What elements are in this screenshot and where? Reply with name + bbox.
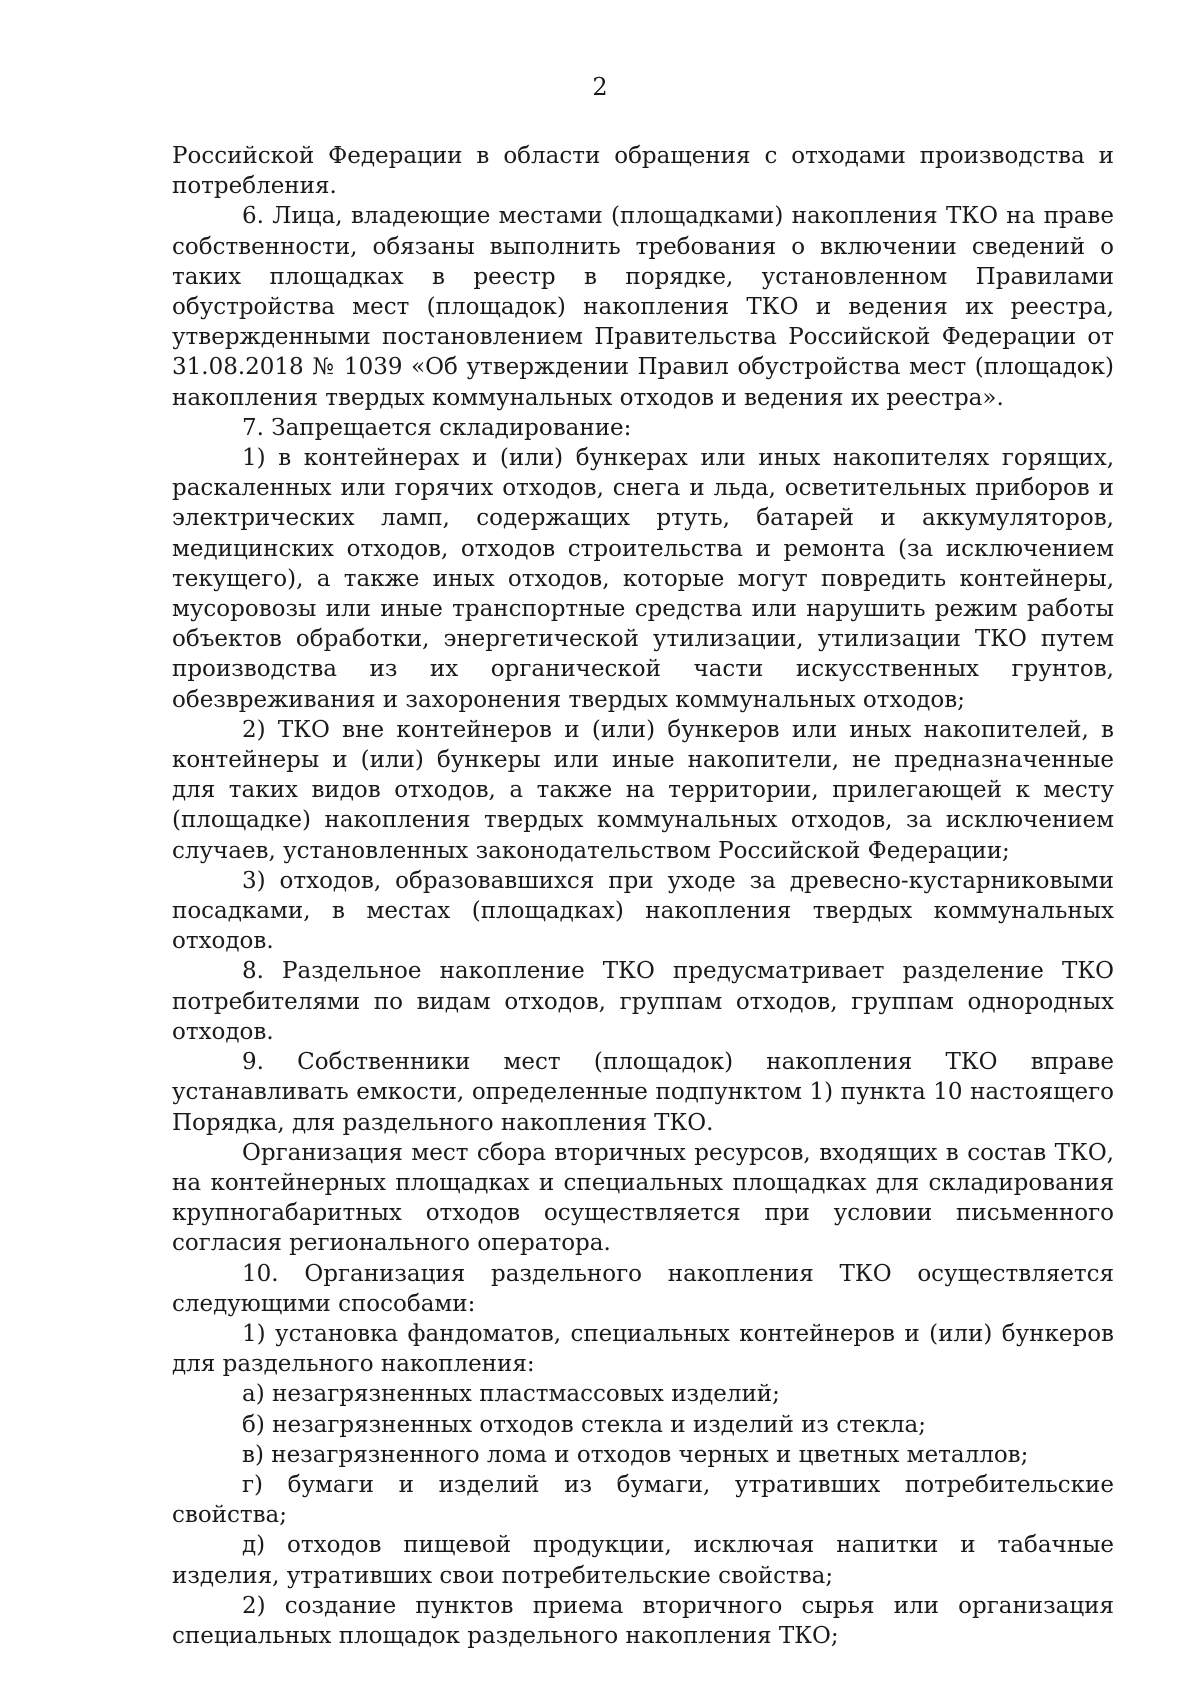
paragraph-item-8: 8. Раздельное накопление ТКО предусматривает разделение ТКО потребителями по видам отходов, группам отходов, группам однородных отходов. (172, 958, 1114, 1045)
paragraph-item-10-1-b: б) незагрязненных отходов стекла и изделий из стекла; (242, 1411, 926, 1438)
paragraph-item-10-1-a: а) незагрязненных пластмассовых изделий; (242, 1381, 780, 1408)
paragraph-item-10-1: 1) установка фандоматов, специальных контейнеров и (или) бункеров для раздельного накопления: (172, 1320, 1114, 1378)
paragraph-item-6: 6. Лица, владеющие местами (площадками) накопления ТКО на праве собственности, обязаны выполнить требования о включении сведений о таких площадках в реестр в порядке, установленном Правилами обустройства мест (площадок) накопления ТКО и ведения их реестра, утвержденными постановлением Правительства Российской Федерации от 31.08.2018 № 1039 «Об утверждении Правил обустройства мест (площадок) накопления твердых коммунальных отходов и ведения их реестра». (172, 203, 1114, 411)
paragraph-item-10-2: 2) создание пунктов приема вторичного сырья или организация специальных площадок раздельного накопления ТКО; (172, 1592, 1114, 1649)
document-body (172, 141, 1114, 1651)
paragraph-item-7: 7. Запрещается складирование: (242, 414, 632, 441)
paragraph-item-7-2: 2) ТКО вне контейнеров и (или) бункеров или иных накопителей, в контейнеры и (или) бункеры или иные накопители, не предназначенные для таких видов отходов, а также на территории, прилегающей к месту (площадке) накопления твердых коммунальных отходов, за исключением случаев, установленных законодательством Российской Федерации; (172, 716, 1114, 864)
paragraph-item-9: 9. Собственники мест (площадок) накопления ТКО вправе устанавливать емкости, определенные подпунктом 1) пункта 10 настоящего Порядка, для раздельного накопления ТКО. (172, 1049, 1114, 1136)
paragraph-continuation: Российской Федерации в области обращения с отходами производства и потребления. (172, 143, 1114, 200)
paragraph-item-10-1-v: в) незагрязненного лома и отходов черных и цветных металлов; (242, 1441, 1029, 1468)
paragraph-item-7-3: 3) отходов, образовавшихся при уходе за древесно-кустарниковыми посадками, в местах (площадках) накопления твердых коммунальных отходов. (172, 867, 1114, 955)
paragraph-item-7-1: 1) в контейнерах и (или) бункерах или иных накопителях горящих, раскаленных или горячих отходов, снега и льда, осветительных приборов и электрических ламп, содержащих ртуть, батарей и аккумуляторов, медицинских отходов, отходов строительства и ремонта (за исключением текущего), а также иных отходов, которые могут повредить контейнеры, мусоровозы или иные транспортные средства или нарушить режим работы объектов обработки, энергетической утилизации, утилизации ТКО путем производства из их органической части искусственных грунтов, обезвреживания и захоронения твердых коммунальных отходов; (172, 445, 1114, 713)
paragraph-item-10-1-d: д) отходов пищевой продукции, исключая напитки и табачные изделия, утративших свои потребительские свойства; (172, 1532, 1114, 1589)
paragraph-item-10: 10. Организация раздельного накопления ТКО осуществляется следующими способами: (172, 1260, 1114, 1317)
page-number: 2 (592, 73, 608, 101)
paragraph-item-9-org: Организация мест сбора вторичных ресурсов, входящих в состав ТКО, на контейнерных площадках и специальных площадках для складирования крупногабаритных отходов осуществляется при условии письменного согласия регионального оператора. (172, 1139, 1114, 1257)
paragraph-item-10-1-g: г) бумаги и изделий из бумаги, утративших потребительские свойства; (172, 1471, 1114, 1529)
